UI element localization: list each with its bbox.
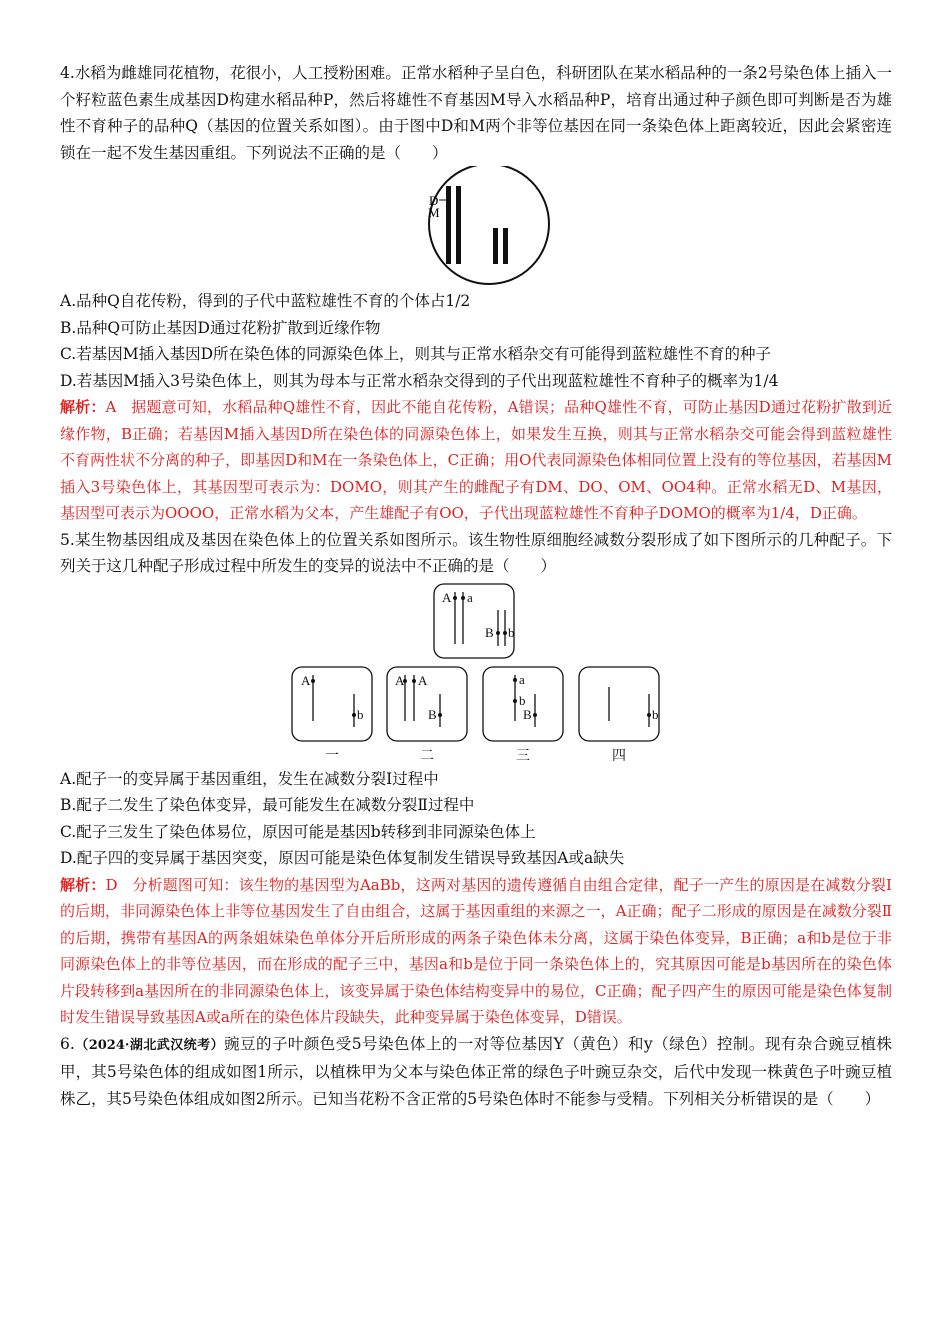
q5-g2-label-2: B bbox=[428, 706, 437, 722]
q5-analysis-label: 解析： bbox=[60, 875, 106, 894]
q4-option-b: B.品种Q可防止基因D通过花粉扩散到近缘作物 bbox=[60, 318, 381, 337]
q5-g1-label-0: A bbox=[301, 672, 311, 688]
q4-option-a: A.品种Q自花传粉，得到的子代中蓝粒雄性不育的个体占1/2 bbox=[60, 292, 471, 310]
q6-number: 6. bbox=[60, 1034, 75, 1053]
page bbox=[60, 60, 892, 1112]
q4-analysis-label: 解析： bbox=[60, 398, 106, 416]
q6-stem-block bbox=[60, 1031, 892, 1113]
q5-g3-label-2: B bbox=[523, 706, 532, 722]
q5-analysis-text: 分析题图可知：该生物的基因型为AaBb，这两对基因的遗传遵循自由组合定律，配子一产生的原因是在减数分裂Ⅰ的后期，非同源染色体上非等位基因发生了自由组合，这属于基因重组的来源之一，A正确；配子二形成的原因是在减数分裂Ⅱ的后期，携带有基因A的两条姐妹染色单体分开后所形成的两条子染色体未分离，这属于染色体变异，B正确；a和b是位于非同源染色体上的非等位基因，而在形成的配子三中，基因a和b是位于同一条染色体上的，究其原因可能是b基因所在的染色体片段转移到a基因所在的非同源染色体上，该变异属于染色体结构变异中的易位，C正确；配子四产生的原因可能是染色体复制时发生错误导致基因A或a所在的染色体片段缺失，此种变异属于染色体变异，D错误。 bbox=[60, 875, 892, 1026]
q5-option-a: A.配子一的变异属于基因重组，发生在减数分裂Ⅰ过程中 bbox=[60, 769, 439, 788]
q4-chromosome-diagram bbox=[60, 166, 892, 288]
q4-option-c: C.若基因M插入基因D所在染色体的同源染色体上，则其与正常水稻杂交有可能得到蓝粒雄性不育的种子 bbox=[60, 345, 772, 363]
q5-answer: D bbox=[105, 875, 118, 894]
q5-gamete-diagram bbox=[60, 580, 892, 766]
q5-option-b: B.配子二发生了染色体变异，最可能发生在减数分裂Ⅱ过程中 bbox=[60, 796, 475, 814]
q5-gamete-caption-3: 三 bbox=[516, 748, 530, 764]
q4-chromosome-1 bbox=[446, 186, 451, 264]
q5-gamete-caption-4: 四 bbox=[612, 748, 626, 764]
q6-source: （2024·湖北武汉统考） bbox=[74, 1037, 225, 1053]
q5-analysis bbox=[60, 872, 892, 1031]
q4-chromosome-4 bbox=[503, 228, 508, 264]
q5-g1-label-1: b bbox=[357, 706, 364, 722]
q5-parent-label-b-upper: B bbox=[485, 624, 494, 640]
q4-analysis-text: 据题意可知，水稻品种Q雄性不育，因此不能自花传粉，A错误；品种Q雄性不育，可防止基因D通过花粉扩散到近缘作物，B正确；若基因M插入基因D所在染色体的同源染色体上，如果发生互换，则其与正常水稻杂交可能会得到蓝粒雄性不育两性状不分离的种子，即基因D和M在一条染色体上，C正确；用O代表同源染色体相同位置上没有的等位基因，若基因M插入3号染色体上，其基因型可表示为：DOMO，则其产生的雌配子有DM、DO、OM、OO4种。正常水稻无D、M基因，基因型可表示为OOOO，正常水稻为父本，产生雄配子有OO，子代出现蓝粒雄性不育种子DOMO的概率为1/4，D正确。 bbox=[60, 398, 892, 522]
q5-stem: 5.某生物基因组成及基因在染色体上的位置关系如图所示。该生物性原细胞经减数分裂形成了如下图所示的几种配子。下列关于这几种配子形成过程中所发生的变异的说法中不正确的是（ ） bbox=[60, 530, 892, 575]
q5-gamete-4 bbox=[579, 667, 659, 741]
q5-parent-label-a-lower: a bbox=[467, 589, 473, 605]
q4-answer: A bbox=[105, 398, 117, 416]
q5-parent-label-a-upper: A bbox=[442, 589, 452, 605]
q5-g3-label-0: a bbox=[519, 671, 525, 687]
q5-g2-label-0: A bbox=[395, 672, 405, 688]
q5-parent-label-b-lower: b bbox=[508, 624, 515, 640]
q5-option-c: C.配子三发生了染色体易位，原因可能是基因b转移到非同源染色体上 bbox=[60, 822, 536, 841]
q5-gamete-caption-1: 一 bbox=[325, 748, 339, 764]
q4-label-d: D bbox=[429, 193, 439, 208]
q6-stem: 豌豆的子叶颜色受5号染色体上的一对等位基因Y（黄色）和y（绿色）控制。现有杂合豌豆植株甲，其5号染色体的组成如图1所示，以植株甲为父本与染色体正常的绿色子叶豌豆杂交，后代中发现一株黄色子叶豌豆植株乙，其5号染色体组成如图2所示。已知当花粉不含正常的5号染色体时不能参与受精。下列相关分析错误的是（ ） bbox=[60, 1034, 892, 1108]
q5-figure bbox=[60, 580, 892, 766]
q4-analysis bbox=[60, 394, 892, 527]
q5-g2-label-1: A bbox=[418, 672, 428, 688]
q5-g3-label-1: b bbox=[519, 692, 526, 708]
q5-gamete-caption-2: 二 bbox=[420, 748, 434, 764]
q5-option-d: D.配子四的变异属于基因突变，原因可能是染色体复制发生错误导致基因A或a缺失 bbox=[60, 849, 625, 867]
q4-chromosome-2 bbox=[456, 186, 461, 264]
q4-option-d: D.若基因M插入3号染色体上，则其为母本与正常水稻杂交得到的子代出现蓝粒雄性不育种子的概率为1/4 bbox=[60, 371, 779, 390]
q4-label-m: M bbox=[428, 205, 440, 220]
q5-g4-label-0: b bbox=[652, 706, 659, 722]
q4-stem: 4.水稻为雌雄同花植物，花很小，人工授粉困难。正常水稻种子呈白色，科研团队在某水稻品种的一条2号染色体上插入一个籽粒蓝色素生成基因D构建水稻品种P，然后将雄性不育基因M导入水稻品种P，培育出通过种子颜色即可判断是否为雄性不育种子的品种Q（基因的位置关系如图）。由于图中D和M两个非等位基因在同一条染色体上距离较近，因此会紧密连锁在一起不发生基因重组。下列说法不正确的是（ ） bbox=[60, 64, 892, 162]
q4-figure bbox=[60, 166, 892, 288]
q4-chromosome-3 bbox=[493, 228, 498, 264]
